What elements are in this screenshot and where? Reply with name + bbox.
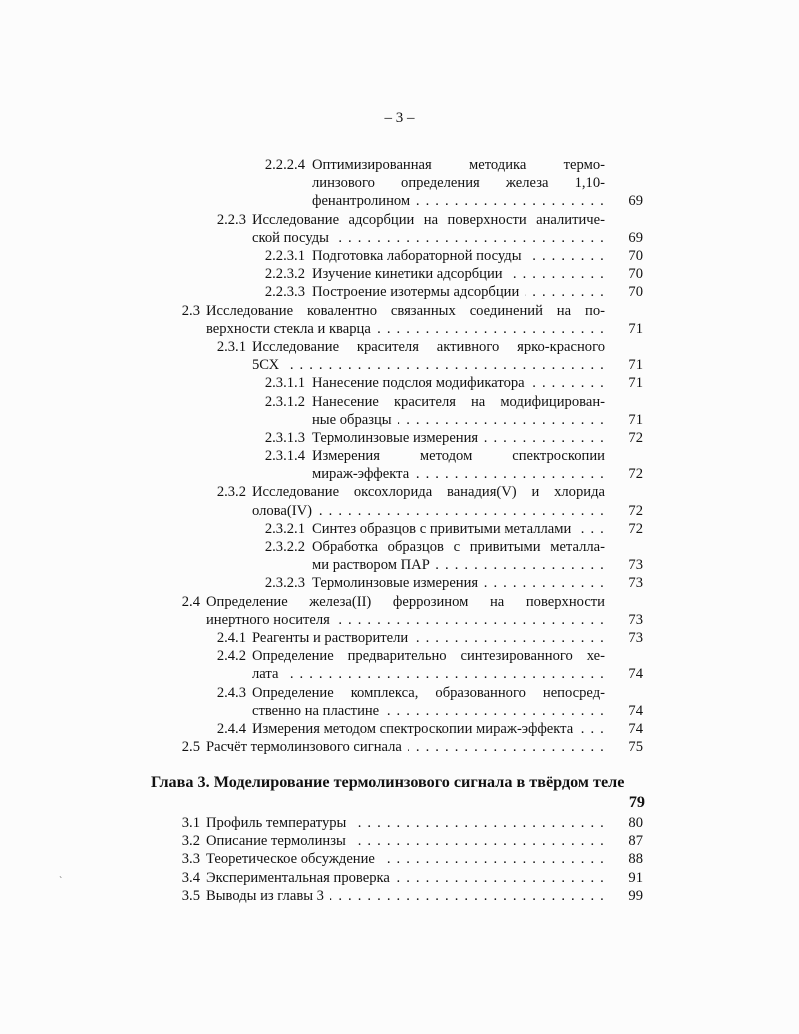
toc-title-last-line: лата <box>252 666 284 682</box>
toc-title-last-line: олова(IV) <box>252 503 318 519</box>
toc-title-last-line: 5СХ <box>252 357 285 373</box>
toc-entry[interactable] <box>0 832 799 850</box>
toc-entry-number: 2.3.1 <box>216 338 246 355</box>
toc-leader-dots <box>312 556 605 574</box>
toc-entry-title <box>312 520 643 538</box>
toc-entry[interactable] <box>0 593 799 629</box>
toc-entry-number: 2.5 <box>181 739 200 756</box>
toc-title-line: Определение комплекса, образованного непосред- <box>252 684 605 701</box>
stray-mark: ` <box>59 876 63 887</box>
toc-entry-title <box>312 283 643 301</box>
toc-entry[interactable] <box>0 393 799 429</box>
toc-title-last-line: Изучение кинетики адсорбции <box>312 266 509 282</box>
toc-entry-title <box>312 247 643 265</box>
toc-title-last-line: ные образцы <box>312 412 398 428</box>
toc-entry[interactable] <box>0 483 799 519</box>
toc-entry[interactable] <box>0 211 799 247</box>
toc-title-line: Исследование ковалентно связанных соединений на по- <box>206 302 605 319</box>
toc-leader-dots <box>252 502 605 520</box>
toc-entry-title <box>312 538 643 574</box>
toc-entry[interactable] <box>0 447 799 483</box>
toc-title-line: Определение железа(II) феррозином на поверхности <box>206 593 605 610</box>
toc-entry[interactable] <box>0 338 799 374</box>
toc-page-number: 70 <box>611 265 643 283</box>
toc-leader-dots <box>206 850 605 868</box>
toc-title-line: Нанесение красителя на модифицирован- <box>312 393 605 410</box>
toc-entry[interactable] <box>0 538 799 574</box>
toc-entry-number: 2.4 <box>181 593 200 610</box>
toc-page-number: 74 <box>611 720 643 738</box>
table-of-contents <box>0 156 799 756</box>
toc-page-number: 73 <box>611 629 643 647</box>
toc-entry-number: 2.2.3 <box>216 211 246 228</box>
toc-entry-title <box>312 447 643 483</box>
toc-leader-dots <box>312 192 605 210</box>
toc-entry[interactable] <box>0 850 799 868</box>
toc-title-line: Исследование красителя активного ярко-красного <box>252 338 605 355</box>
chapter-heading <box>151 773 645 811</box>
toc-page-number: 73 <box>611 574 643 592</box>
toc-leader-dots <box>312 247 605 265</box>
toc-entry[interactable] <box>0 738 799 756</box>
toc-entry-number: 2.3.2 <box>216 484 246 501</box>
toc-leader-dots <box>312 283 605 301</box>
toc-title-last-line: Реагенты и растворители <box>252 630 414 646</box>
toc-leader-dots <box>312 429 605 447</box>
toc-title-last-line: Синтез образцов с привитыми металлами <box>312 521 577 537</box>
toc-page-number: 72 <box>611 502 643 520</box>
toc-title-line: линзового определения железа 1,10- <box>312 175 605 192</box>
toc-entry-number: 2.3.2.1 <box>264 520 305 537</box>
toc-title-last-line: Профиль температуры <box>206 815 352 831</box>
toc-entry-title <box>252 338 643 374</box>
toc-title-last-line: инертного носителя <box>206 612 336 628</box>
toc-leader-dots <box>252 629 605 647</box>
toc-entry-number: 2.3.1.1 <box>264 375 305 392</box>
toc-entry[interactable] <box>0 887 799 905</box>
toc-entry-title <box>206 814 643 832</box>
toc-title-last-line: ми раствором ПАР <box>312 557 436 573</box>
toc-title-last-line: Подготовка лабораторной посуды <box>312 248 528 264</box>
toc-entry[interactable] <box>0 647 799 683</box>
toc-entry[interactable] <box>0 374 799 392</box>
toc-page-number: 99 <box>611 887 643 905</box>
toc-entry-number: 2.3.1.3 <box>264 429 305 446</box>
toc-entry[interactable] <box>0 247 799 265</box>
toc-entry-title <box>312 574 643 592</box>
toc-entry[interactable] <box>0 720 799 738</box>
toc-title-line: Исследование адсорбции на поверхности аналитиче- <box>252 211 605 228</box>
toc-title-last-line: верхности стекла и кварца <box>206 321 377 337</box>
toc-leader-dots <box>206 832 605 850</box>
toc-leader-dots <box>312 374 605 392</box>
toc-entry-title <box>206 593 643 629</box>
toc-page-number: 87 <box>611 832 643 850</box>
toc-title-last-line: Построение изотермы адсорбции <box>312 284 525 300</box>
toc-entry-number: 2.4.2 <box>216 648 246 665</box>
toc-page-number: 69 <box>611 229 643 247</box>
toc-page-number: 72 <box>611 520 643 538</box>
toc-entry-title <box>252 647 643 683</box>
toc-entry-title <box>206 302 643 338</box>
toc-entry-title <box>252 684 643 720</box>
toc-page-number: 74 <box>611 665 643 683</box>
toc-entry[interactable] <box>0 869 799 887</box>
toc-leader-dots <box>252 720 605 738</box>
toc-entry-title <box>206 832 643 850</box>
toc-entry-number: 2.3 <box>181 302 200 319</box>
toc-leader-dots <box>252 229 605 247</box>
toc-leader-dots <box>206 611 605 629</box>
toc-entry-title <box>312 156 643 211</box>
toc-page-number: 69 <box>611 192 643 210</box>
toc-entry[interactable] <box>0 684 799 720</box>
toc-page-number: 73 <box>611 611 643 629</box>
toc-entry[interactable] <box>0 429 799 447</box>
toc-page-number: 88 <box>611 850 643 868</box>
toc-entry-number: 3.5 <box>181 887 200 904</box>
chapter-sections <box>0 814 799 905</box>
toc-title-line: Обработка образцов с привитыми металла- <box>312 539 605 556</box>
toc-entry-title <box>312 265 643 283</box>
toc-page-number: 91 <box>611 869 643 887</box>
toc-entry-title <box>206 887 643 905</box>
toc-entry-number: 2.2.3.1 <box>264 247 305 264</box>
toc-entry-number: 2.3.1.4 <box>264 448 305 465</box>
toc-entry-number: 2.4.3 <box>216 684 246 701</box>
toc-leader-dots <box>312 520 605 538</box>
toc-entry[interactable] <box>0 574 799 592</box>
toc-entry-number: 3.3 <box>181 851 200 868</box>
toc-entry-title <box>252 211 643 247</box>
toc-entry[interactable] <box>0 520 799 538</box>
chapter-title: Глава 3. Моделирование термолинзового сигнала в твёрдом теле <box>151 773 625 791</box>
toc-entry-title <box>206 869 643 887</box>
toc-page-number: 70 <box>611 283 643 301</box>
toc-title-line: Измерения методом спектроскопии <box>312 448 605 465</box>
toc-entry-title <box>252 483 643 519</box>
chapter-page: 79 <box>628 792 645 811</box>
toc-entry[interactable] <box>0 283 799 301</box>
toc-leader-dots <box>312 465 605 483</box>
toc-leader-dots <box>312 411 605 429</box>
toc-title-line: Оптимизированная методика термо- <box>312 157 605 173</box>
toc-entry-title <box>252 720 643 738</box>
toc-leader-dots <box>206 869 605 887</box>
toc-title-last-line: Экспериментальная проверка <box>206 870 396 886</box>
toc-page-number: 71 <box>611 356 643 374</box>
toc-page-number: 71 <box>611 320 643 338</box>
toc-leader-dots <box>206 814 605 832</box>
toc-entry-number: 2.3.2.2 <box>264 539 305 556</box>
toc-title-last-line: ственно на пластине <box>252 703 385 719</box>
toc-title-last-line: фенантролином <box>312 193 416 209</box>
toc-title-last-line: Теоретическое обсуждение <box>206 851 381 867</box>
toc-entry-number: 2.2.3.2 <box>264 266 305 283</box>
toc-entry-number: 2.4.1 <box>216 630 246 647</box>
page-number: – 3 – <box>384 110 415 126</box>
toc-page-number: 71 <box>611 411 643 429</box>
toc-page-number: 73 <box>611 556 643 574</box>
toc-title-last-line: Нанесение подслоя модификатора <box>312 375 531 391</box>
toc-entry[interactable] <box>0 629 799 647</box>
toc-page-number: 80 <box>611 814 643 832</box>
toc-leader-dots <box>312 265 605 283</box>
toc-entry-number: 2.3.1.2 <box>264 393 305 410</box>
toc-entry-number: 3.1 <box>181 815 200 831</box>
toc-title-last-line: ской посуды <box>252 230 335 246</box>
toc-entry-number: 2.2.3.3 <box>264 284 305 301</box>
toc-entry[interactable] <box>0 302 799 338</box>
toc-title-last-line: Измерения методом спектроскопии мираж-эффекта <box>252 721 579 737</box>
toc-entry-title <box>312 429 643 447</box>
toc-entry-number: 2.2.2.4 <box>264 157 305 173</box>
toc-leader-dots <box>252 702 605 720</box>
toc-entry-title <box>252 629 643 647</box>
toc-title-last-line: Термолинзовые измерения <box>312 575 484 591</box>
toc-entry-number: 3.4 <box>181 869 200 886</box>
toc-title-last-line: Описание термолинзы <box>206 833 352 849</box>
toc-title-line: Определение предварительно синтезированного хе- <box>252 648 605 665</box>
toc-entry[interactable] <box>0 156 799 211</box>
toc-page-number: 72 <box>611 429 643 447</box>
toc-page-number: 71 <box>611 374 643 392</box>
toc-entry-title <box>312 374 643 392</box>
toc-title-last-line: Расчёт термолинзового сигнала <box>206 739 408 755</box>
toc-title-last-line: мираж-эффекта <box>312 466 415 482</box>
toc-page-number: 72 <box>611 465 643 483</box>
toc-entry-title <box>206 738 643 756</box>
toc-leader-dots <box>206 738 605 756</box>
toc-page-number: 70 <box>611 247 643 265</box>
toc-entry-number: 2.3.2.3 <box>264 575 305 592</box>
toc-title-last-line: Термолинзовые измерения <box>312 430 484 446</box>
toc-entry[interactable] <box>0 265 799 283</box>
toc-leader-dots <box>206 320 605 338</box>
toc-leader-dots <box>252 665 605 683</box>
toc-entry[interactable] <box>0 814 799 832</box>
toc-title-line: Исследование оксохлорида ванадия(V) и хлорида <box>252 484 605 501</box>
toc-page-number: 75 <box>611 738 643 756</box>
toc-entry-number: 3.2 <box>181 833 200 850</box>
toc-leader-dots <box>206 887 605 905</box>
toc-entry-number: 2.4.4 <box>216 721 246 737</box>
toc-leader-dots <box>252 356 605 374</box>
toc-leader-dots <box>312 574 605 592</box>
toc-entry-title <box>312 393 643 429</box>
toc-title-last-line: Выводы из главы 3 <box>206 888 330 904</box>
toc-page-number: 74 <box>611 702 643 720</box>
toc-entry-title <box>206 850 643 868</box>
